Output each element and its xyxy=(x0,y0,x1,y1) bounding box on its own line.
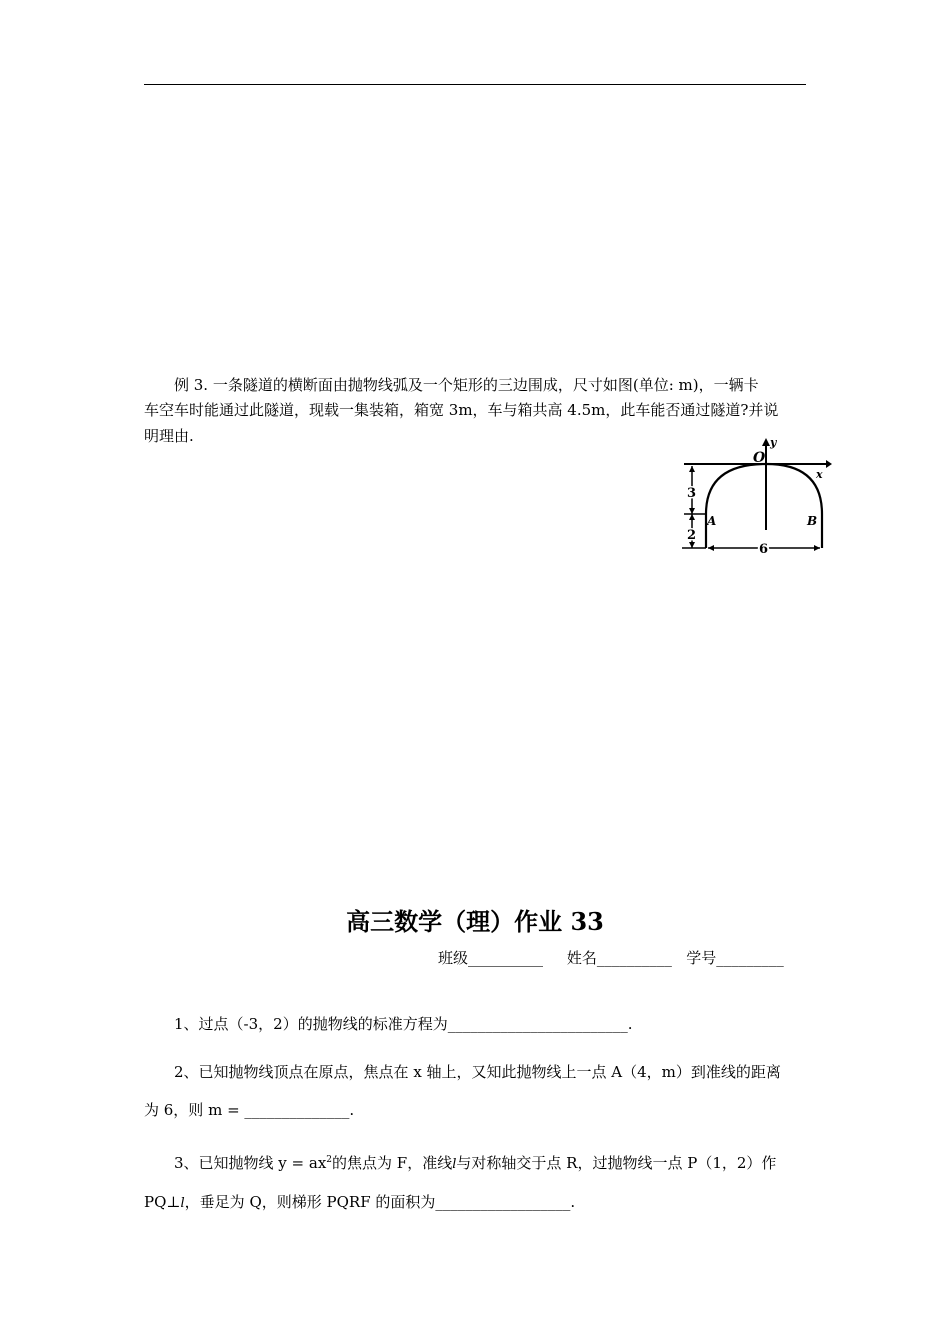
class-field: 班级__________ xyxy=(438,949,544,967)
label-origin: O xyxy=(753,450,766,466)
label-x: x xyxy=(816,468,823,481)
page-title: 高三数学（理）作业 33 xyxy=(346,907,604,936)
student-info xyxy=(438,947,784,968)
header-rule xyxy=(144,84,806,85)
dim-arrow-6 xyxy=(814,545,820,551)
question-2-line-2: 为 6，则 m = ______________. xyxy=(144,1101,355,1119)
dim-arrow-2 xyxy=(689,508,695,514)
directrix-symbol: l xyxy=(452,1157,457,1172)
dim-label-2: 2 xyxy=(687,528,697,543)
label-a: A xyxy=(707,514,717,528)
dim-arrow-3 xyxy=(689,514,695,520)
tunnel-figure xyxy=(676,432,832,558)
directrix-symbol-2: l xyxy=(180,1196,185,1211)
question-3-line-2: PQ⊥l，垂足为 Q，则梯形 PQRF 的面积为__________________. xyxy=(144,1193,576,1211)
exponent: 2 xyxy=(326,1155,333,1165)
example-3-line-3: 明理由. xyxy=(144,427,194,445)
example-3-line-1: 例 3. 一条隧道的横断面由抛物线弧及一个矩形的三边围成，尺寸如图(单位: m)，一辆卡 xyxy=(174,376,759,394)
name-field: 姓名__________ xyxy=(566,949,672,967)
label-b: B xyxy=(807,514,818,528)
y-axis-arrow xyxy=(762,438,770,446)
question-2-line-1: 2、已知抛物线顶点在原点，焦点在 x 轴上，又知此抛物线上一点 A（4，m）到准线的距离 xyxy=(174,1063,781,1081)
student-id-field: 学号_________ xyxy=(686,949,784,967)
question-3-line-1: 3、已知抛物线 $y = ax^2$的焦点为 F，准线l与对称轴交于点 R，过抛物线一点 P（1，2）作 xyxy=(174,1154,777,1172)
parabola-arc xyxy=(706,464,822,514)
x-axis-arrow xyxy=(826,460,832,468)
question-1: 1、过点（-3，2）的抛物线的标准方程为________________________. xyxy=(174,1015,633,1033)
label-y: y xyxy=(770,436,777,449)
dim-arrow-5 xyxy=(708,545,714,551)
example-3-line-2: 车空车时能通过此隧道，现载一集装箱，箱宽 3m，车与箱共高 4.5m，此车能否通过隧道?并说 xyxy=(144,401,779,419)
dim-arrow-1 xyxy=(689,466,695,472)
dim-label-3: 3 xyxy=(687,486,697,501)
dim-label-6: 6 xyxy=(759,542,769,557)
